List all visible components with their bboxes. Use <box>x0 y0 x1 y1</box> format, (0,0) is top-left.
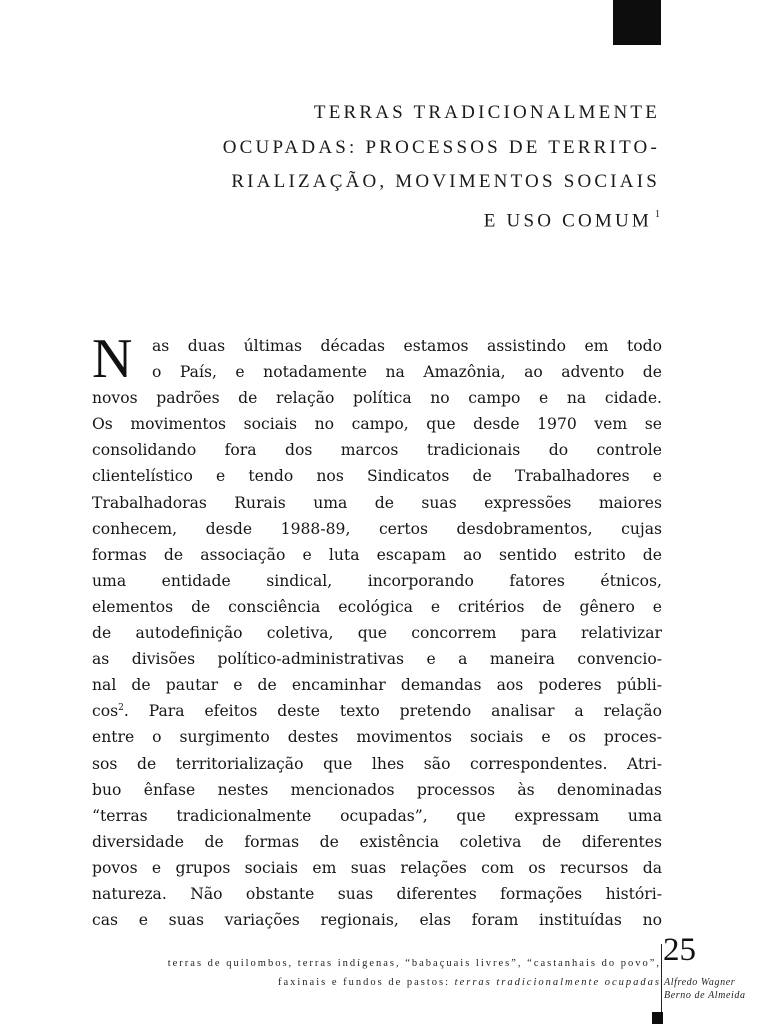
body-line: as divisões político-administrativas e a maneira convencio- <box>92 650 662 669</box>
body-line: natureza. Não obstante suas diferentes formações históri- <box>92 884 662 903</box>
body-line: cas e suas variações regionais, elas foram instituídas no <box>92 911 662 930</box>
body-line-rest: Para efeitos deste texto pretendo analisar a relação <box>148 702 662 721</box>
body-line: sos de territorialização que lhes são correspondentes. Atri- <box>92 754 662 773</box>
body-line: clientelístico e tendo nos Sindicatos de Trabalhadores e <box>92 467 662 486</box>
body-line: “terras tradicionalmente ocupadas”, que expressam uma <box>92 806 662 825</box>
corner-marker <box>613 0 661 45</box>
body-line: as duas últimas décadas estamos assistindo em todo <box>152 337 662 355</box>
body-line: buo ênfase nestes mencionados processos às denominadas <box>92 780 662 799</box>
body-line: o País, e notadamente na Amazônia, ao advento de <box>152 363 662 382</box>
bottom-marker <box>652 1012 663 1024</box>
footer-caption-italic: terras tradicionalmente ocupadas <box>454 977 661 988</box>
title-line-4 <box>100 200 660 239</box>
title-footnote-marker: 1 <box>655 208 660 220</box>
body-line: conhecem, desde 1988-89, certos desdobramentos, cujas <box>92 519 662 538</box>
footnote-marker: 2 <box>118 703 124 714</box>
drop-cap: N <box>92 328 133 390</box>
body-line: $\cos^2$. Para efeitos deste texto pretendo analisar a relação <box>92 702 662 721</box>
body-line-start: cos <box>92 702 119 721</box>
body-line: diversidade de formas de existência coletiva de diferentes <box>92 832 662 851</box>
body-paragraph <box>92 328 662 933</box>
title-line-1: TERRAS TRADICIONALMENTE <box>313 102 660 123</box>
body-line: entre o surgimento destes movimentos sociais e os proces- <box>92 728 662 747</box>
page-number: 25 <box>663 932 696 968</box>
body-line: povos e grupos sociais em suas relações com os recursos da <box>92 858 662 877</box>
body-line: Os movimentos sociais no campo, que desde 1970 vem se <box>92 415 662 434</box>
chapter-title <box>100 96 660 238</box>
running-footer-caption <box>71 954 661 992</box>
body-line: formas de associação e luta escapam ao sentido estrito de <box>92 545 662 564</box>
author-line-2: Berno de Almeida <box>664 990 746 1001</box>
title-line-3: RIALIZAÇÃO, MOVIMENTOS SOCIAIS <box>231 171 660 192</box>
body-line: novos padrões de relação política no campo e na cidade. <box>92 389 662 408</box>
body-line: elementos de consciência ecológica e critérios de gênero e <box>92 597 662 616</box>
body-line: uma entidade sindical, incorporando fatores étnicos, <box>92 571 662 590</box>
title-line-2: OCUPADAS: PROCESSOS DE TERRITO- <box>222 136 660 158</box>
body-line: consolidando fora dos marcos tradicionais do controle <box>92 441 662 460</box>
body-line: nal de pautar e de encaminhar demandas aos poderes públi- <box>92 676 662 695</box>
title-line-4-text: E USO COMUM <box>483 209 652 231</box>
footer-divider <box>661 944 662 1012</box>
author-credit <box>664 976 746 1002</box>
body-line: Trabalhadoras Rurais uma de suas expressões maiores <box>92 493 662 512</box>
footer-caption-line-1: terras de quilombos, terras indígenas, “babaçuais livres”, “castanhais do povo”, <box>167 958 661 969</box>
author-line-1: Alfredo Wagner <box>664 977 736 988</box>
body-line: de autodefinição coletiva, que concorrem para relativizar <box>92 624 662 643</box>
footer-caption-line-2 <box>71 973 661 992</box>
footer-caption-plain: faxinais e fundos de pastos: <box>277 977 455 988</box>
